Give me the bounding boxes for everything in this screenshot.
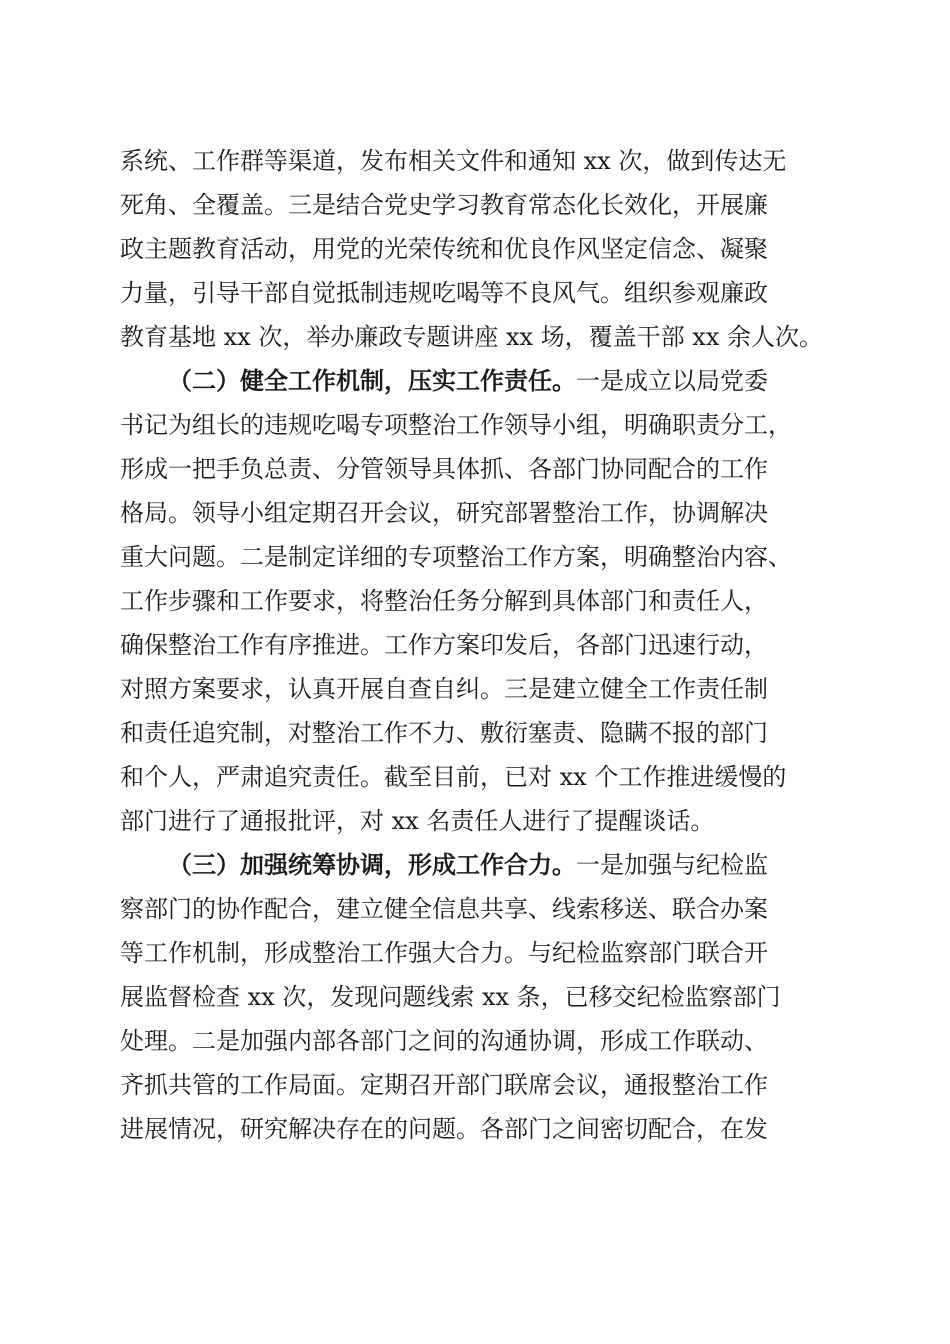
text-line: 重大问题。二是制定详细的专项整治工作方案，明确整治内容、 bbox=[120, 543, 792, 571]
text-line: 和责任追究制，对整治工作不力、敷衍塞责、隐瞒不报的部门 bbox=[120, 719, 768, 747]
text-span: 一是成立以局党委 bbox=[576, 367, 768, 395]
text-line: 格局。领导小组定期召开会议，研究部署整治工作，协调解决 bbox=[120, 499, 768, 527]
text-line: 和个人，严肃追究责任。截至目前，已对 xx 个工作推进缓慢的 bbox=[120, 763, 787, 791]
text-line: 展监督检查 xx 次，发现问题线索 xx 条，已移交纪检监察部门 bbox=[120, 983, 781, 1011]
text-line: 部门进行了通报批评，对 xx 名责任人进行了提醒谈话。 bbox=[120, 807, 715, 835]
text-line: 确保整治工作有序推进。工作方案印发后，各部门迅速行动， bbox=[120, 631, 768, 659]
text-line: 系统、工作群等渠道，发布相关文件和通知 xx 次，做到传达无 bbox=[120, 147, 787, 175]
text-line: 死角、全覆盖。三是结合党史学习教育常态化长效化，开展廉 bbox=[120, 191, 768, 219]
text-line: 等工作机制，形成整治工作强大合力。与纪检监察部门联合开 bbox=[120, 939, 768, 967]
text-line: 形成一把手负总责、分管领导具体抓、各部门协同配合的工作 bbox=[120, 455, 768, 483]
text-line: 进展情况，研究解决存在的问题。各部门之间密切配合，在发 bbox=[120, 1115, 768, 1143]
text-line: 处理。二是加强内部各部门之间的沟通协调，形成工作联动、 bbox=[120, 1027, 768, 1055]
section-heading: （三）加强统筹协调，形成工作合力。 bbox=[168, 850, 576, 879]
text-line: 察部门的协作配合，建立健全信息共享、线索移送、联合办案 bbox=[120, 895, 768, 923]
text-line: 政主题教育活动，用党的光荣传统和优良作风坚定信念、凝聚 bbox=[120, 235, 768, 263]
text-line: 教育基地 xx 次，举办廉政专题讲座 xx 场，覆盖干部 xx 余人次。 bbox=[120, 323, 823, 351]
text-line: 书记为组长的违规吃喝专项整治工作领导小组，明确职责分工， bbox=[120, 411, 792, 439]
paragraph-first-line bbox=[168, 850, 768, 880]
text-line: 工作步骤和工作要求，将整治任务分解到具体部门和责任人， bbox=[120, 587, 768, 615]
text-line: 齐抓共管的工作局面。定期召开部门联席会议，通报整治工作 bbox=[120, 1071, 768, 1099]
paragraph-first-line bbox=[168, 366, 768, 396]
text-span: 一是加强与纪检监 bbox=[576, 851, 768, 879]
text-line: 对照方案要求，认真开展自查自纠。三是建立健全工作责任制 bbox=[120, 675, 768, 703]
text-line: 力量，引导干部自觉抵制违规吃喝等不良风气。组织参观廉政 bbox=[120, 279, 768, 307]
section-heading: （二）健全工作机制，压实工作责任。 bbox=[168, 366, 576, 395]
